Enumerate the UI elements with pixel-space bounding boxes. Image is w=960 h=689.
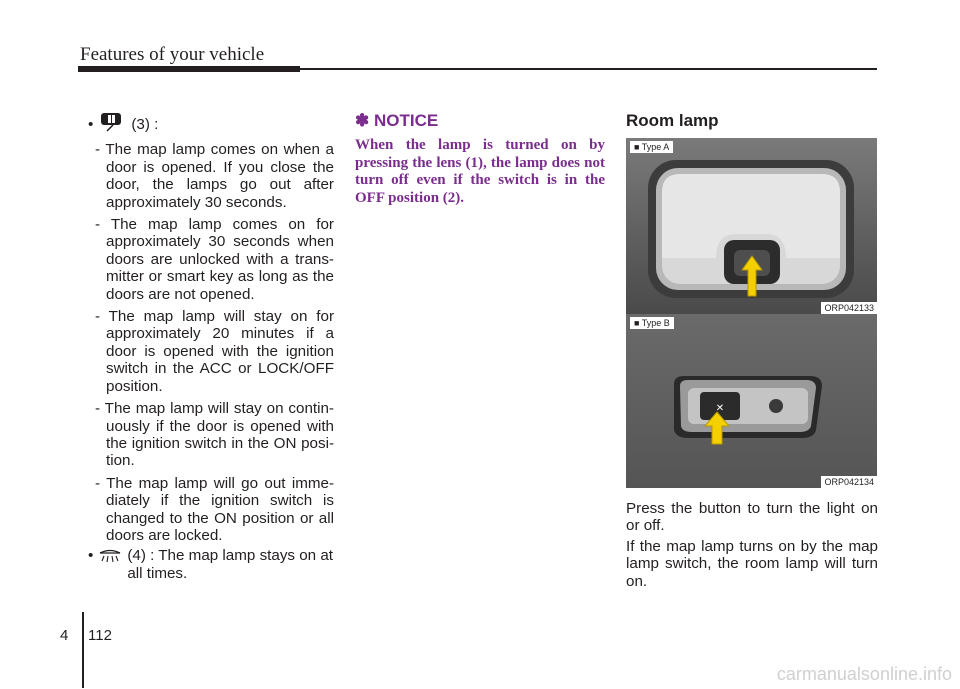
section-title: Room lamp xyxy=(626,111,719,130)
type-a-label: ■ Type A xyxy=(630,141,673,153)
section-number: 4 xyxy=(60,627,69,644)
page-header-title: Features of your vehicle xyxy=(80,44,265,65)
list-item: - The map lamp comes on when a door is opened. If you close the door, the lamps go out after approximately 30 seconds. xyxy=(95,141,334,211)
type-a-illustration xyxy=(626,138,877,314)
door-position-bullet: • (3) : xyxy=(88,112,334,136)
watermark: carmanualsonline.info xyxy=(776,664,952,684)
door-lamp-icon xyxy=(99,112,125,136)
map-lamp-column xyxy=(88,112,334,582)
room-lamp-column xyxy=(626,112,878,129)
door-position-label: (3) : xyxy=(131,115,159,133)
type-b-code: ORP042134 xyxy=(821,476,877,488)
on-position-label: (4) : The map lamp stays on at all times. xyxy=(127,547,334,582)
type-b-illustration xyxy=(626,314,877,488)
type-a-code: ORP042133 xyxy=(821,302,877,314)
room-lamp-paragraph-1: Press the button to turn the light on or off. xyxy=(626,500,878,535)
list-item: - The map lamp comes on for approximately 30 seconds when doors are unlocked with a trans-mitter or smart key as long as the doors are not opened. xyxy=(95,216,334,303)
header-rule xyxy=(300,68,877,70)
header-bar xyxy=(78,66,300,72)
svg-text:✕: ✕ xyxy=(715,403,725,414)
notice-column xyxy=(355,112,605,207)
list-item: - The map lamp will stay on contin-uously if the door is opened with the ignition switch in the ON posi-tion. xyxy=(95,400,334,470)
room-lamp-paragraph-2: If the map lamp turns on by the map lamp switch, the room lamp will turn on. xyxy=(626,538,878,590)
on-position-bullet: • (4) : The map lamp stays on at all times. xyxy=(88,547,334,582)
list-item: - The map lamp will stay on for approximately 20 minutes if a door is opened with the ignition switch in the ACC or LOCK/OFF position. xyxy=(95,308,334,395)
list-item: - The map lamp will go out imme-diately if the ignition switch is changed to the ON position or all doors are locked. xyxy=(95,474,334,544)
type-b-label: ■ Type B xyxy=(630,317,674,329)
notice-body: When the lamp is turned on by pressing the lens (1), the lamp does not turn off even if the switch is in the OFF position (2). xyxy=(355,137,605,206)
page-number: 112 xyxy=(88,627,112,644)
footer-divider xyxy=(82,612,84,688)
lamp-on-icon xyxy=(97,547,123,569)
notice-title: ✽ NOTICE xyxy=(355,111,439,130)
